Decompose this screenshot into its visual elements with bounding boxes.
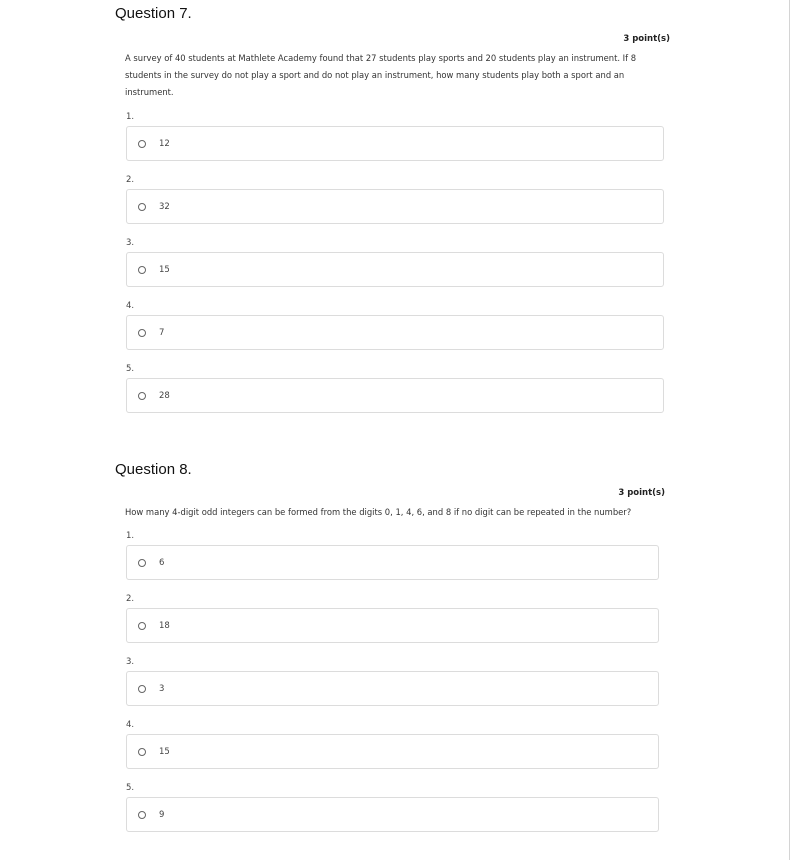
- answer-options: [115, 530, 665, 845]
- option-number: 3.: [126, 657, 135, 667]
- option-number: 2.: [126, 175, 135, 185]
- option-choice[interactable]: [126, 252, 664, 287]
- question-points: 3 point(s): [618, 488, 665, 498]
- option-number: 5.: [126, 783, 135, 793]
- radio-button-icon[interactable]: [138, 140, 146, 148]
- radio-button-icon[interactable]: [138, 266, 146, 274]
- option-number: 2.: [126, 594, 135, 604]
- option-choice[interactable]: [126, 608, 659, 643]
- option-number: 5.: [126, 364, 135, 374]
- radio-button-icon[interactable]: [138, 811, 146, 819]
- question-points: 3 point(s): [623, 34, 670, 44]
- answer-option: [126, 237, 670, 300]
- question-text: A survey of 40 students at Mathlete Academy found that 27 students play sports and 20 students play an instrument. If 8 students in the survey do not play a sport and do not play an instrument, how many students play both a sport and an instrument.: [125, 53, 637, 97]
- answer-option: [126, 719, 665, 782]
- question-text: How many 4-digit odd integers can be formed from the digits 0, 1, 4, 6, and 8 if no digit can be repeated in the number?: [125, 507, 632, 517]
- option-label: 6: [159, 557, 165, 568]
- question-title: Question 7.: [115, 5, 192, 22]
- option-label: 7: [159, 327, 165, 338]
- answer-option: [126, 300, 670, 363]
- answer-options: [115, 111, 670, 426]
- answer-option: [126, 363, 670, 426]
- radio-button-icon[interactable]: [138, 622, 146, 630]
- option-label: 3: [159, 683, 165, 694]
- radio-button-icon[interactable]: [138, 559, 146, 567]
- option-number: 3.: [126, 238, 135, 248]
- option-choice[interactable]: [126, 315, 664, 350]
- answer-option: [126, 111, 670, 174]
- option-choice[interactable]: [126, 378, 664, 413]
- option-label: 32: [159, 201, 170, 212]
- option-label: 9: [159, 809, 165, 820]
- option-choice[interactable]: [126, 189, 664, 224]
- answer-option: [126, 782, 665, 845]
- option-number: 1.: [126, 112, 135, 122]
- option-number: 1.: [126, 531, 135, 541]
- option-number: 4.: [126, 720, 135, 730]
- option-choice[interactable]: [126, 797, 659, 832]
- option-label: 15: [159, 746, 170, 757]
- question-8: [115, 460, 665, 845]
- radio-button-icon[interactable]: [138, 203, 146, 211]
- option-label: 18: [159, 620, 170, 631]
- option-number: 4.: [126, 301, 135, 311]
- radio-button-icon[interactable]: [138, 392, 146, 400]
- option-choice[interactable]: [126, 734, 659, 769]
- radio-button-icon[interactable]: [138, 685, 146, 693]
- answer-option: [126, 174, 670, 237]
- option-label: 28: [159, 390, 170, 401]
- page-right-border: [789, 0, 790, 860]
- answer-option: [126, 530, 665, 593]
- question-7: [115, 4, 670, 426]
- question-title: Question 8.: [115, 461, 192, 478]
- option-label: 12: [159, 138, 170, 149]
- option-choice[interactable]: [126, 671, 659, 706]
- option-choice[interactable]: [126, 126, 664, 161]
- answer-option: [126, 593, 665, 656]
- radio-button-icon[interactable]: [138, 748, 146, 756]
- option-choice[interactable]: [126, 545, 659, 580]
- radio-button-icon[interactable]: [138, 329, 146, 337]
- answer-option: [126, 656, 665, 719]
- option-label: 15: [159, 264, 170, 275]
